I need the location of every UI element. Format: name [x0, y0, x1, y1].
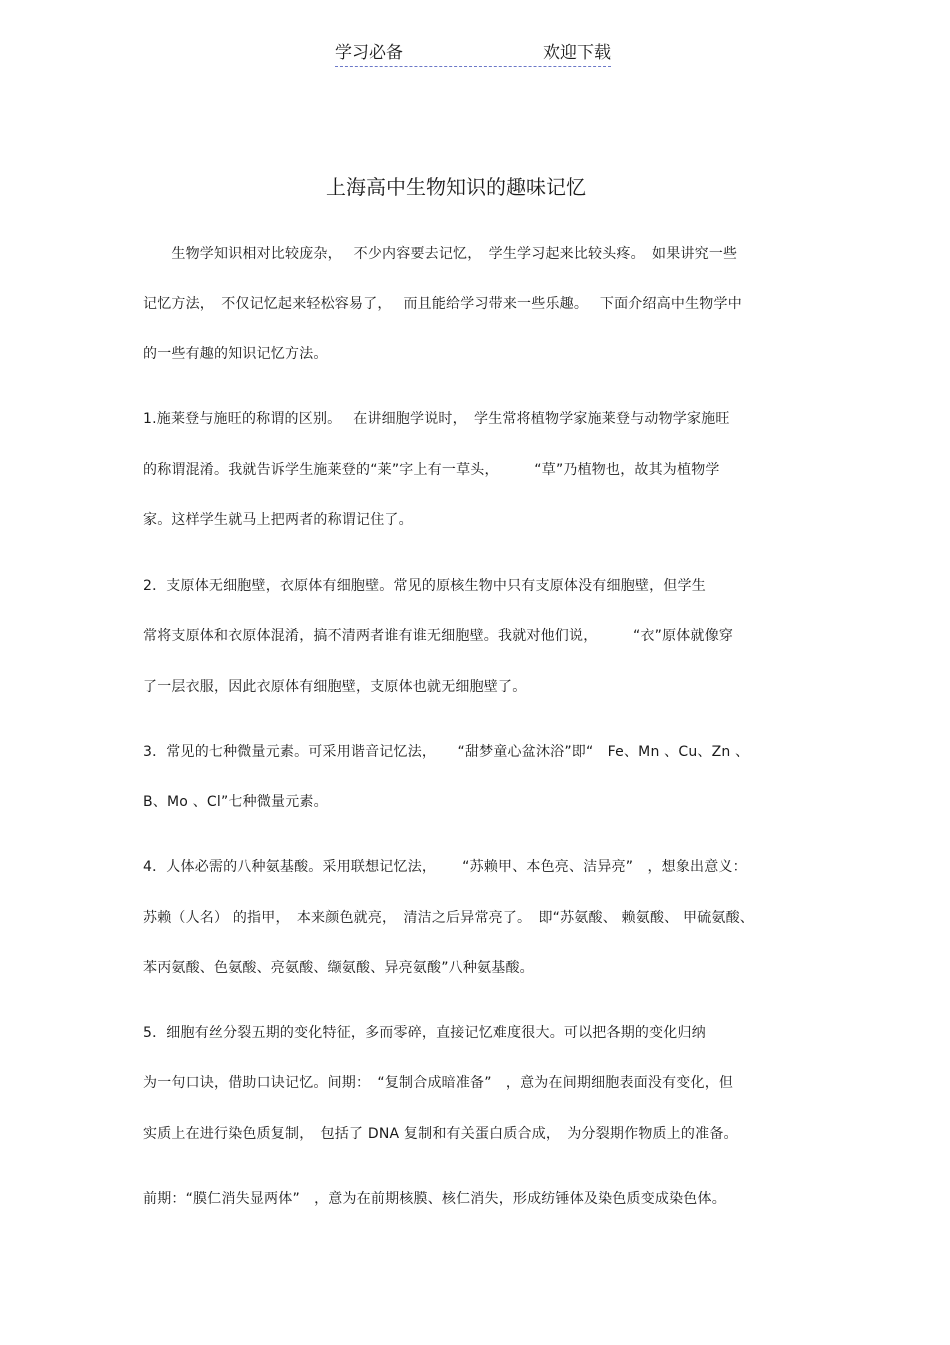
body-line: 为一句口诀，借助口诀记忆。间期： “复制合成暗准备” ，意为在间期细胞表面没有变化，但 — [143, 1075, 734, 1091]
document-title: 上海高中生物知识的趣味记忆 — [326, 175, 586, 199]
body-line: 2．支原体无细胞壁，衣原体有细胞壁。常见的原核生物中只有支原体没有细胞壁，但学生 — [143, 578, 706, 594]
body-line: 苯丙氨酸、色氨酸、亮氨酸、缬氨酸、异亮氨酸”八种氨基酸。 — [143, 960, 534, 976]
body-line: 3．常见的七种微量元素。可采用谐音记忆法， “甜梦童心盆沐浴”即“ Fe、Mn 、Cu、Zn 、 — [143, 744, 750, 760]
body-line: 的称谓混淆。我就告诉学生施莱登的“莱”字上有一草头， “草”乃植物也，故其为植物学 — [143, 462, 720, 478]
body-line: 的一些有趣的知识记忆方法。 — [143, 346, 328, 362]
body-line: 苏赖（人名） 的指甲， 本来颜色就亮， 清洁之后异常亮了。 即“苏氨酸、 赖氨酸、 甲硫氨酸、 — [143, 910, 755, 926]
body-line: 4．人体必需的八种氨基酸。采用联想记忆法， “苏赖甲、本色亮、洁异亮” ，想象出意义： — [143, 859, 747, 875]
body-line: 生物学知识相对比较庞杂， 不少内容要去记忆， 学生学习起来比较头疼。 如果讲究一些 — [143, 246, 738, 262]
page-header — [335, 42, 611, 67]
body-line: 1.施莱登与施旺的称谓的区别。 在讲细胞学说时， 学生常将植物学家施莱登与动物学家施旺 — [143, 411, 730, 427]
body-line: 前期：“膜仁消失显两体” ，意为在前期核膜、核仁消失，形成纺锤体及染色质变成染色体。 — [143, 1191, 726, 1207]
body-line: 5．细胞有丝分裂五期的变化特征，多而零碎，直接记忆难度很大。可以把各期的变化归纳 — [143, 1025, 706, 1041]
header-right-text: 欢迎下载 — [543, 43, 611, 63]
body-line: 记忆方法， 不仅记忆起来轻松容易了， 而且能给学习带来一些乐趣。 下面介绍高中生物学中 — [143, 296, 742, 312]
header-left-text: 学习必备 — [335, 43, 403, 63]
body-line: B、Mo 、Cl”七种微量元素。 — [143, 794, 328, 810]
body-line: 家。这样学生就马上把两者的称谓记住了。 — [143, 512, 413, 528]
body-line: 了一层衣服，因此衣原体有细胞壁，支原体也就无细胞壁了。 — [143, 679, 527, 695]
body-line: 常将支原体和衣原体混淆，搞不清两者谁有谁无细胞壁。我就对他们说， “衣”原体就像穿 — [143, 628, 734, 644]
body-line: 实质上在进行染色质复制， 包括了 DNA 复制和有关蛋白质合成， 为分裂期作物质上的准备。 — [143, 1126, 738, 1142]
